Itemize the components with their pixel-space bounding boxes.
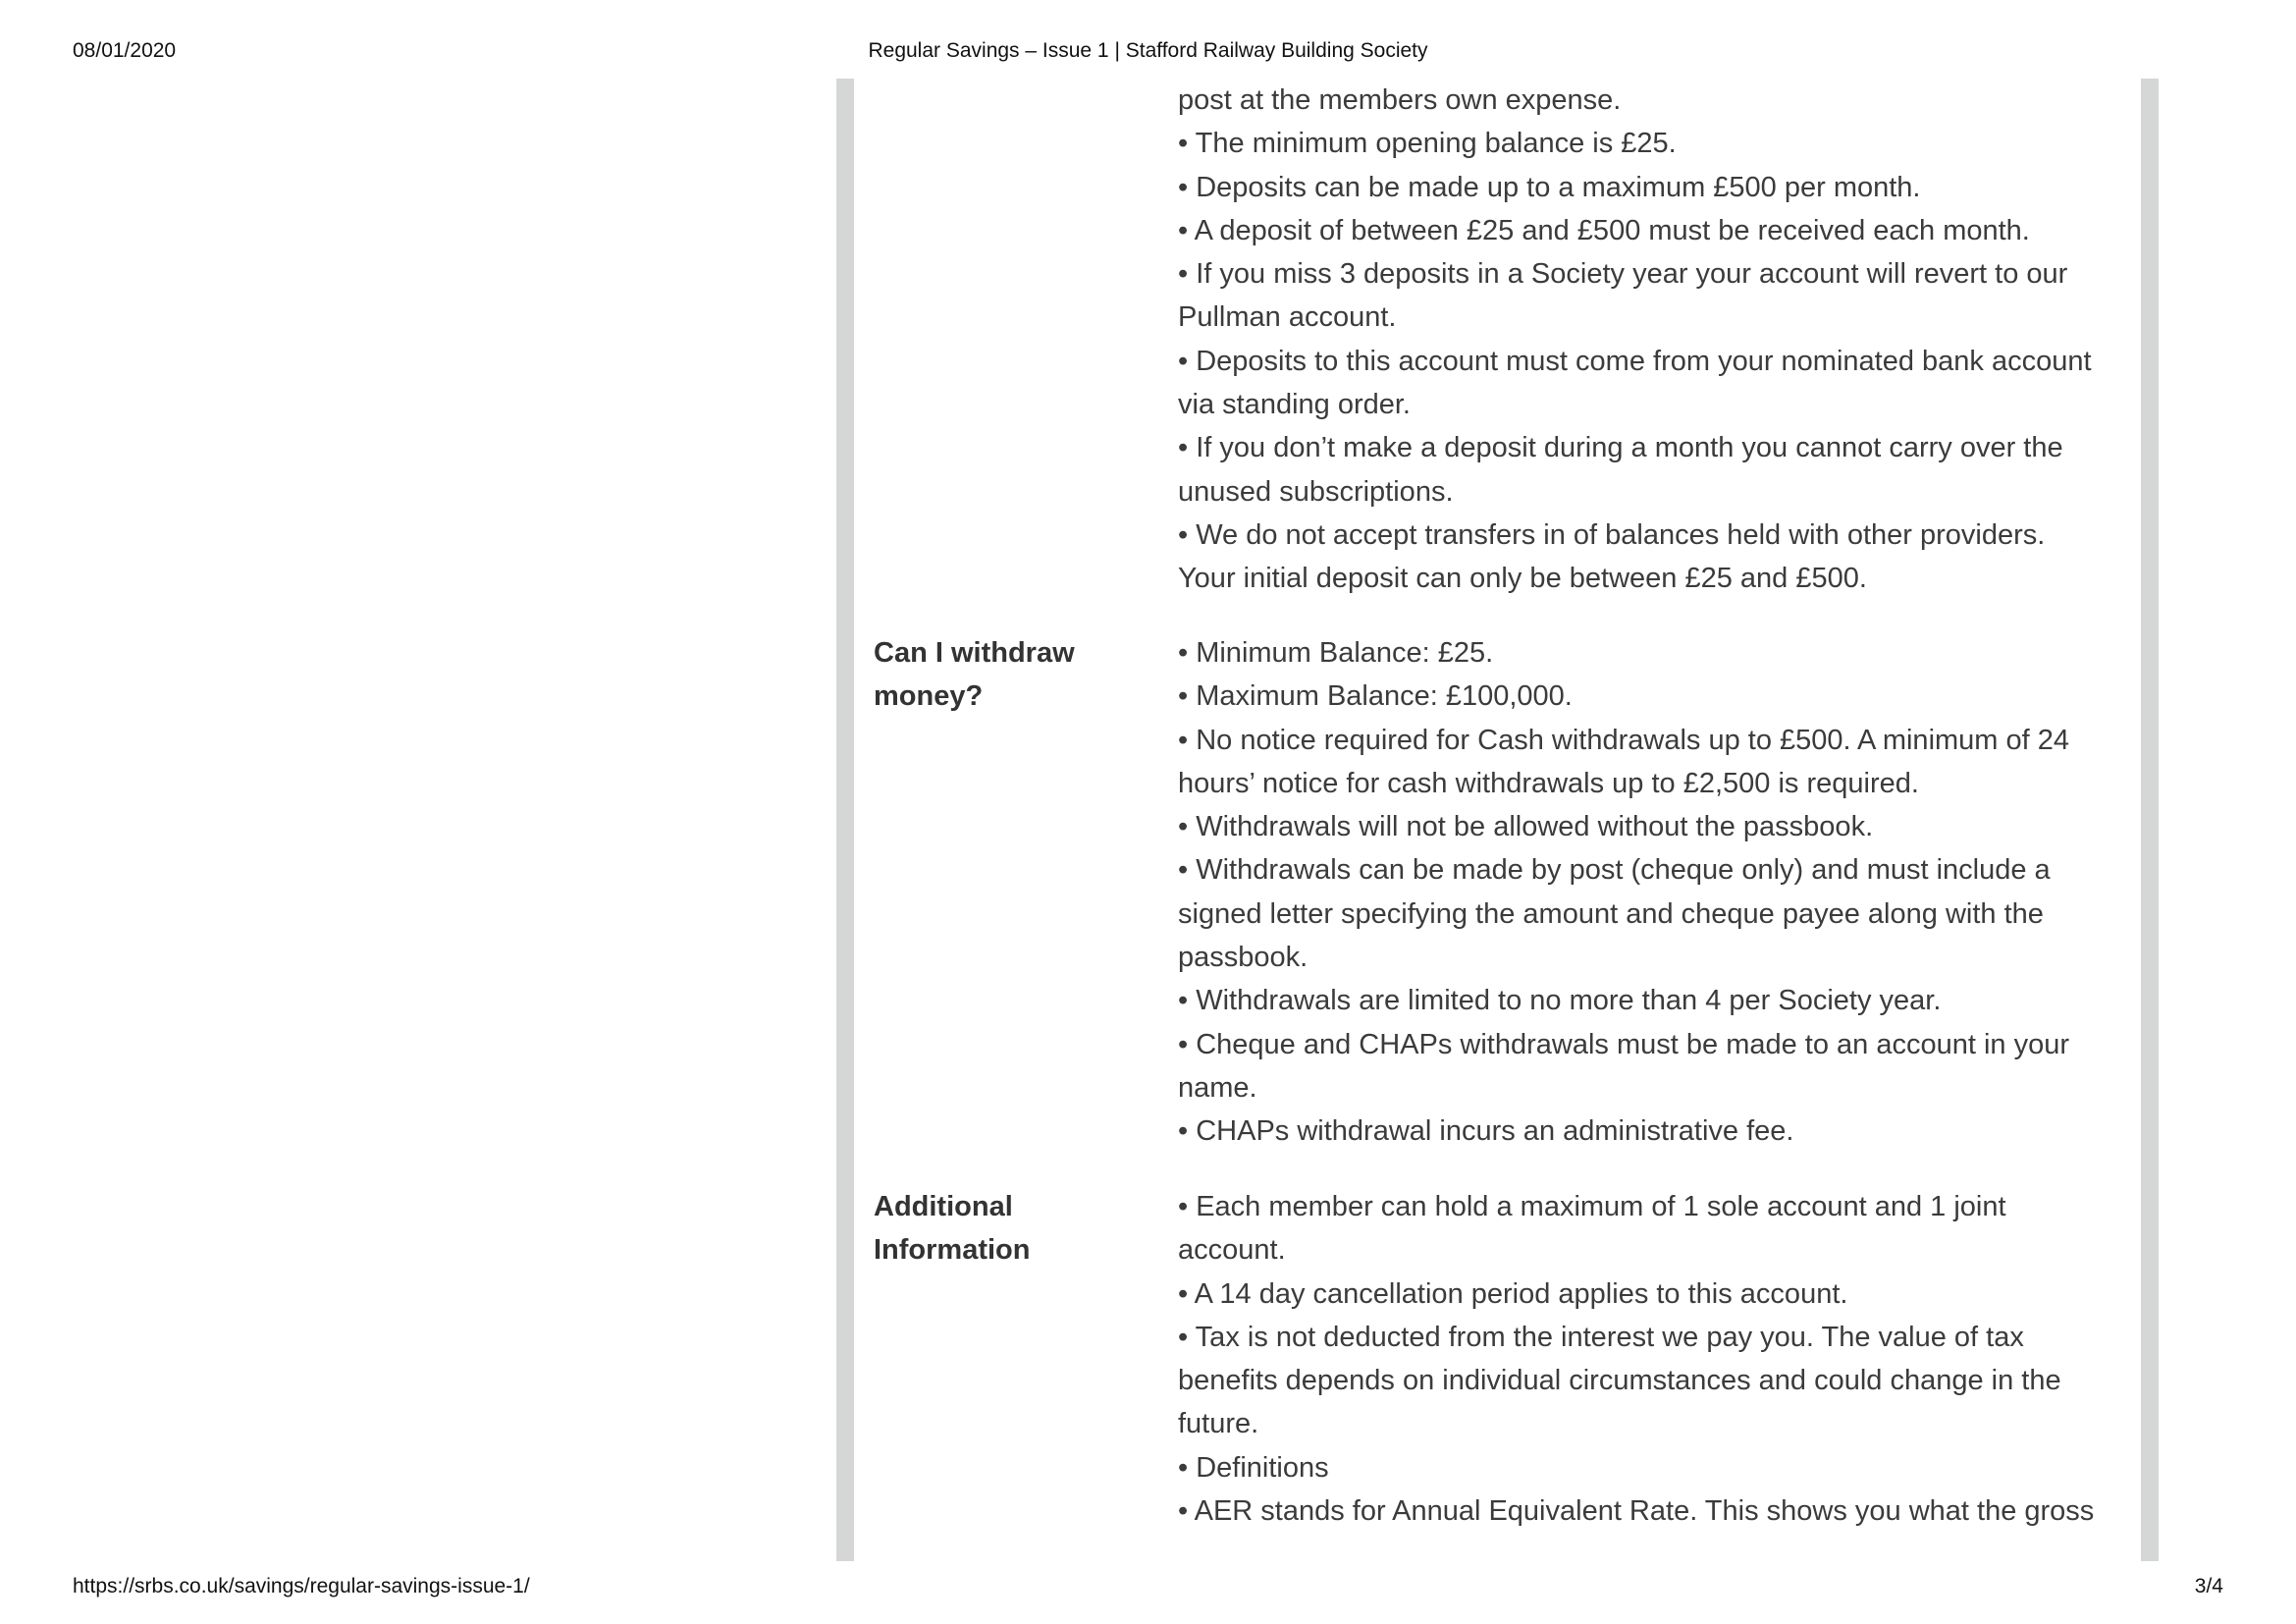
- text-line: name.: [1178, 1071, 1257, 1104]
- additional-info-text: [1178, 1185, 2120, 1533]
- print-date: 08/01/2020: [73, 39, 177, 62]
- text-line: via standing order.: [1178, 389, 1411, 421]
- text-line: • Deposits to this account must come from your nominated bank account: [1178, 345, 2092, 377]
- text-line: Your initial deposit can only be between £25 and £500.: [1178, 563, 1867, 595]
- text-line: • If you don’t make a deposit during a month you cannot carry over the: [1178, 432, 2063, 464]
- text-line: • Maximum Balance: £100,000.: [1178, 680, 1573, 713]
- print-footer: [0, 1575, 2296, 1604]
- heading-line: Additional: [874, 1191, 1013, 1222]
- text-line: account.: [1178, 1234, 1286, 1267]
- text-line: • Definitions: [1178, 1451, 1329, 1484]
- heading-line: Can I withdraw: [874, 637, 1075, 669]
- text-line: passbook.: [1178, 942, 1308, 974]
- text-line: • Minimum Balance: £25.: [1178, 637, 1494, 669]
- text-line: • We do not accept transfers in of balances held with other providers.: [1178, 518, 2046, 551]
- withdrawal-text: [1178, 631, 2120, 1154]
- text-line: signed letter specifying the amount and cheque payee along with the: [1178, 897, 2044, 930]
- text-line: • Withdrawals can be made by post (cheque only) and must include a: [1178, 854, 2051, 887]
- text-line: • Cheque and CHAPs withdrawals must be made to an account in your: [1178, 1028, 2070, 1060]
- text-line: unused subscriptions.: [1178, 475, 1454, 508]
- heading-line: Information: [874, 1234, 1031, 1266]
- print-page-title: Regular Savings – Issue 1 | Stafford Railway Building Society: [868, 39, 1428, 62]
- page-number: 3/4: [2194, 1575, 2223, 1597]
- text-line: • No notice required for Cash withdrawals up to £500. A minimum of 24: [1178, 724, 2070, 756]
- deposit-terms-text: [1178, 79, 2120, 601]
- text-line: post at the members own expense.: [1178, 84, 1622, 116]
- text-line: • A deposit of between £25 and £500 must be received each month.: [1178, 214, 2030, 246]
- page-url: https://srbs.co.uk/savings/regular-savings-issue-1/: [73, 1575, 530, 1597]
- text-line: • AER stands for Annual Equivalent Rate. This shows you what the gross: [1178, 1495, 2095, 1528]
- heading-line: money?: [874, 680, 984, 712]
- text-line: Pullman account.: [1178, 301, 1397, 334]
- text-line: • A 14 day cancellation period applies to this account.: [1178, 1277, 1848, 1310]
- additional-info-heading: [874, 1185, 1129, 1272]
- withdrawal-heading: [874, 631, 1129, 718]
- text-line: • Each member can hold a maximum of 1 sole account and 1 joint: [1178, 1191, 2006, 1222]
- text-line: • Deposits can be made up to a maximum £500 per month.: [1178, 171, 1921, 203]
- text-line: • CHAPs withdrawal incurs an administrative fee.: [1178, 1115, 1794, 1148]
- text-line: future.: [1178, 1408, 1259, 1440]
- text-line: benefits depends on individual circumstances and could change in the: [1178, 1365, 2061, 1397]
- text-line: • Withdrawals will not be allowed without the passbook.: [1178, 811, 1874, 843]
- text-line: hours’ notice for cash withdrawals up to £2,500 is required.: [1178, 767, 1919, 799]
- text-line: • Withdrawals are limited to no more than 4 per Society year.: [1178, 985, 1942, 1017]
- text-line: • If you miss 3 deposits in a Society year your account will revert to our: [1178, 258, 2068, 291]
- text-line: • The minimum opening balance is £25.: [1178, 128, 1677, 160]
- text-line: • Tax is not deducted from the interest we pay you. The value of tax: [1178, 1321, 2024, 1353]
